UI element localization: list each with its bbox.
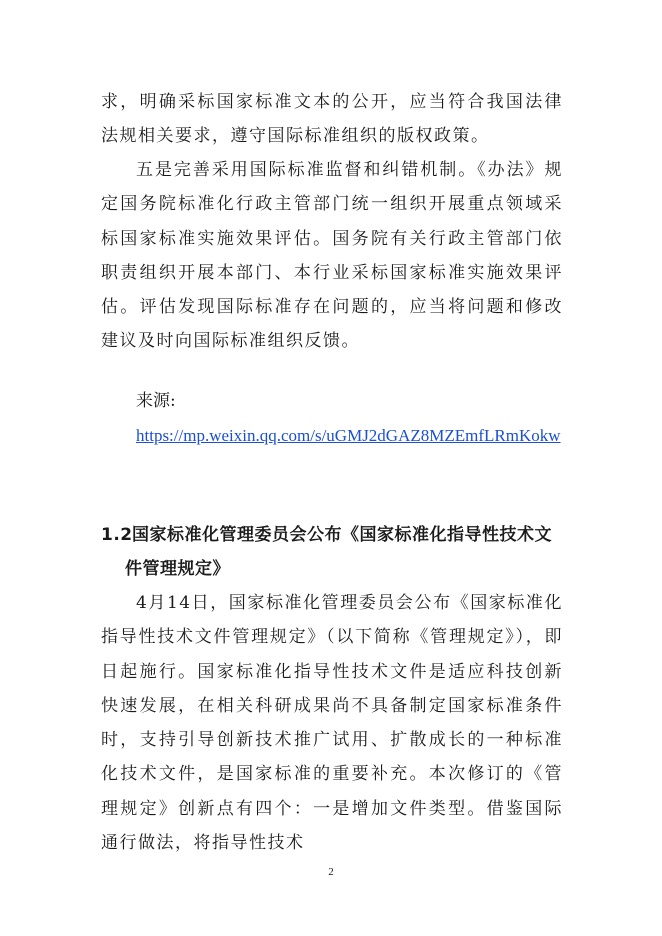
body-paragraph-2: 五是完善采用国际标准监督和纠错机制。《办法》规定国务院标准化行政主管部门统一组织开展重点领域采标国家标准实施效果评估。国务院有关行政主管部门依职责组织开展本部门、本行业采标国家标准实施效果评估。评估发现国际标准存在问题的，应当将问题和修改建议及时向国际标准组织反馈。 [101, 160, 563, 352]
page-number: 2 [328, 866, 334, 878]
section-number: 1.2 [101, 525, 133, 545]
section-heading [101, 518, 563, 586]
section-paragraph: 4月14日，国家标准化管理委员会公布《国家标准化指导性技术文件管理规定》（以下简称《管理规定》），即日起施行。国家标准化指导性技术文件是适应科技创新快速发展，在相关科研成果尚不具备制定国家标准条件时，支持引导创新技术推广试用、扩散成长的一种标准化技术文件，是国家标准的重要补充。本次修订的《管理规定》创新点有四个：一是增加文件类型。借鉴国际通行做法，将指导性技术 [101, 593, 563, 854]
source-link[interactable]: https://mp.weixin.qq.com/s/uGMJ2dGAZ8MZEmfLRmKokw [136, 426, 561, 445]
source-label: 来源: [136, 391, 176, 411]
body-paragraph-1: 求，明确采标国家标准文本的公开，应当符合我国法律法规相关要求，遵守国际标准组织的版权政策。 [101, 92, 563, 147]
section-title: 国家标准化管理委员会公布《国家标准化指导性技术文件管理规定》 [125, 525, 552, 579]
